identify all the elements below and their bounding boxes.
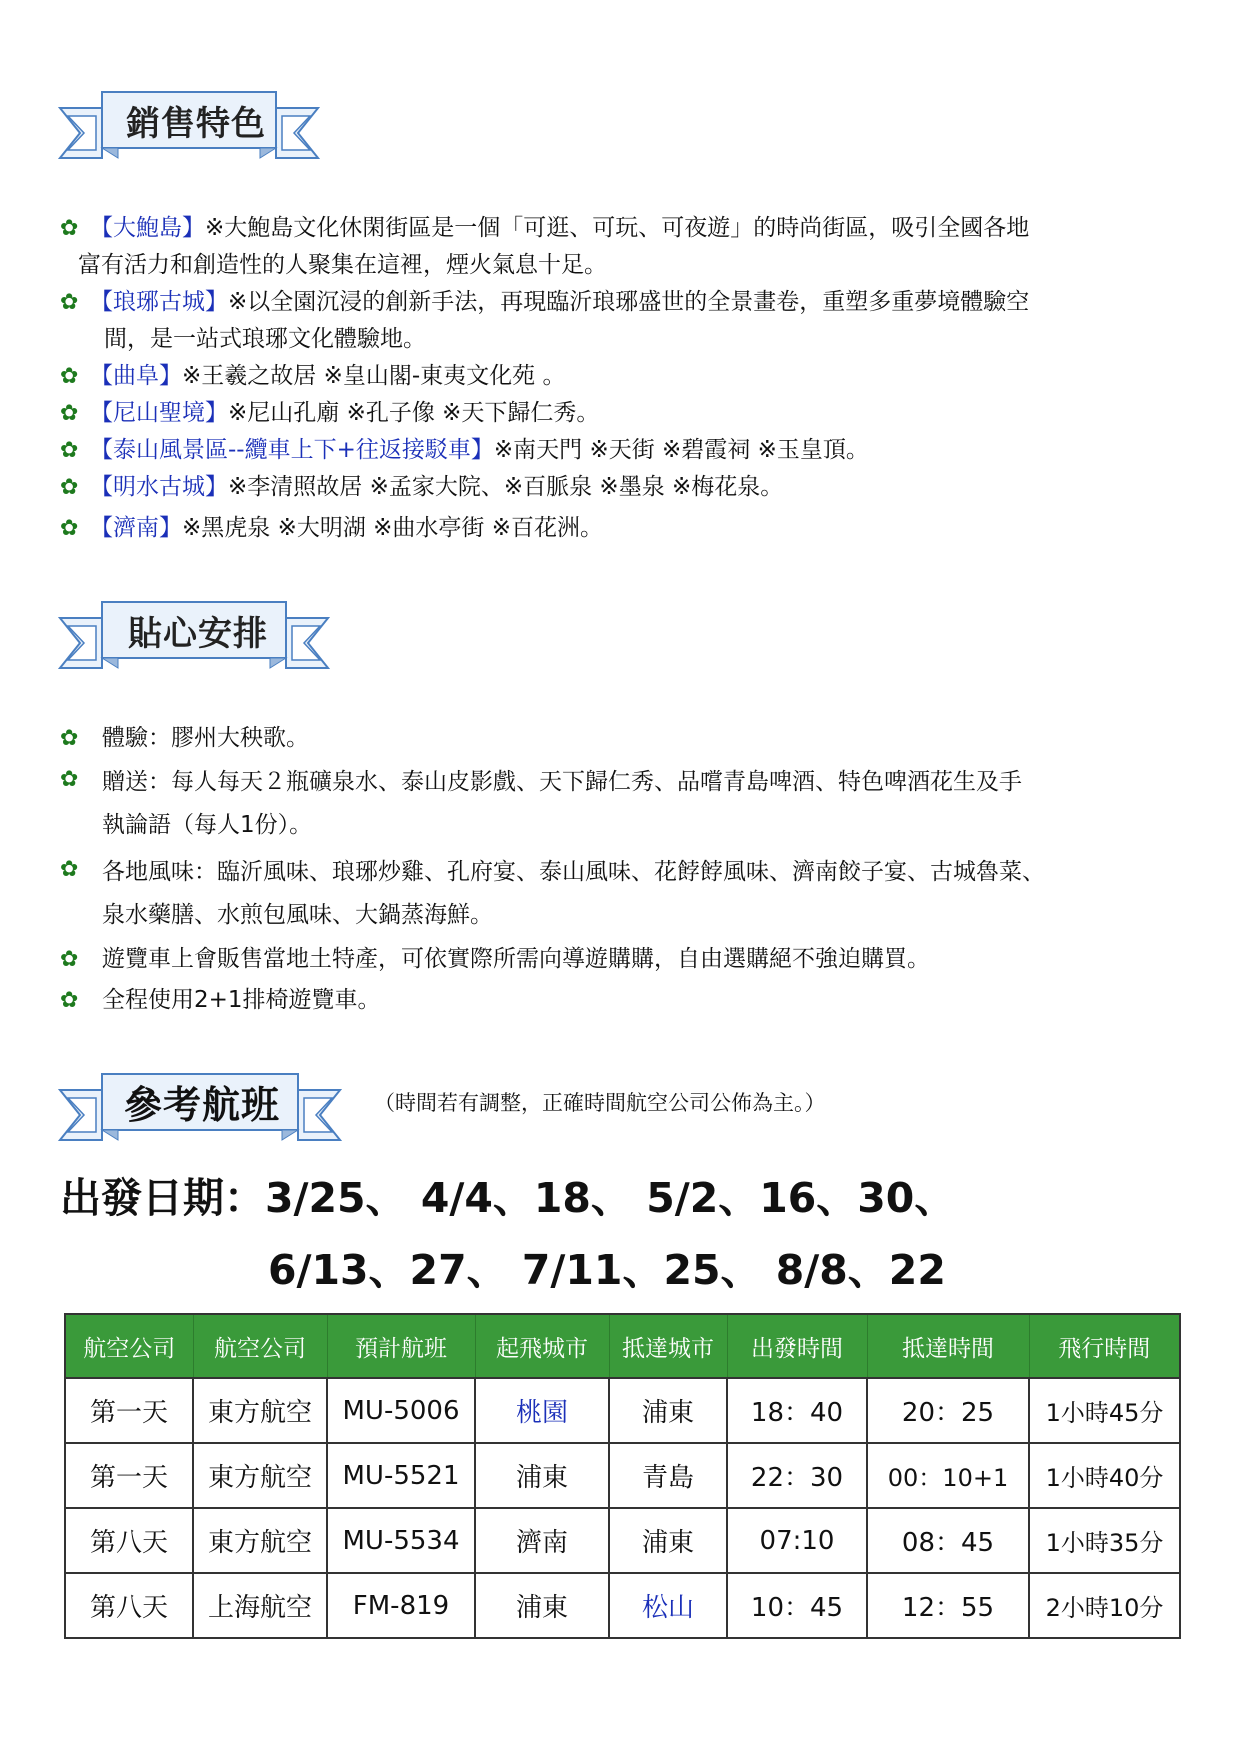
- table-cell: 00：10+1: [867, 1443, 1029, 1508]
- column-header: 抵達城市: [609, 1314, 727, 1378]
- table-cell: MU-5006: [327, 1378, 475, 1443]
- flower-bullet-icon: ✿: [60, 767, 79, 792]
- table-cell: 浦東: [475, 1443, 609, 1508]
- list-item: ✿ 【濟南】※黑虎泉 ※大明湖 ※曲水亭街 ※百花洲。: [58, 510, 1198, 547]
- table-cell: 08：45: [867, 1508, 1029, 1573]
- table-row: [65, 1508, 1180, 1573]
- flower-bullet-icon: ✿: [60, 290, 79, 315]
- table-cell: 10：45: [727, 1573, 867, 1638]
- table-cell: 1小時40分: [1029, 1443, 1180, 1508]
- flower-bullet-icon: ✿: [60, 988, 79, 1013]
- table-cell: 東方航空: [193, 1508, 327, 1573]
- table-cell: 1小時45分: [1029, 1378, 1180, 1443]
- table-cell: 2小時10分: [1029, 1573, 1180, 1638]
- table-cell: 07:10: [727, 1508, 867, 1573]
- departure-dates-line1: 出發日期：3/25、 4/4、18、 5/2、16、30、: [60, 1174, 956, 1222]
- table-cell: 浦東: [609, 1508, 727, 1573]
- section-title-features: 銷售特色: [126, 104, 266, 144]
- column-header: 抵達時間: [867, 1314, 1029, 1378]
- departure-dates-line2: 6/13、27、 7/11、25、 8/8、22: [268, 1246, 946, 1294]
- table-cell: 20：25: [867, 1378, 1029, 1443]
- section-ribbon-flights: [58, 1068, 342, 1148]
- table-cell: 上海航空: [193, 1573, 327, 1638]
- table-cell: 浦東: [475, 1573, 609, 1638]
- list-item: ✿ 體驗：膠州大秧歌。: [58, 720, 1198, 757]
- table-row: [65, 1573, 1180, 1638]
- table-cell: 12：55: [867, 1573, 1029, 1638]
- table-cell: 第一天: [65, 1443, 193, 1508]
- list-item: ✿ 【尼山聖境】※尼山孔廟 ※孔子像 ※天下歸仁秀。: [58, 395, 1198, 432]
- list-item: ✿ 各地風味：臨沂風味、琅琊炒雞、孔府宴、泰山風味、花餑餑風味、濟南餃子宴、古城魯菜、 泉水藥膳、水煎包風味、大鍋蒸海鮮。: [58, 851, 1198, 937]
- table-cell: 桃園: [475, 1378, 609, 1443]
- flower-bullet-icon: ✿: [60, 475, 79, 500]
- table-cell: 東方航空: [193, 1443, 327, 1508]
- table-cell: 18：40: [727, 1378, 867, 1443]
- table-cell: 松山: [609, 1573, 727, 1638]
- column-header: 起飛城市: [475, 1314, 609, 1378]
- list-item: ✿ 【曲阜】※王羲之故居 ※皇山閣-東夷文化苑 。: [58, 358, 1198, 395]
- table-cell: 第一天: [65, 1378, 193, 1443]
- section-title-flights: 參考航班: [124, 1083, 281, 1127]
- table-cell: 第八天: [65, 1508, 193, 1573]
- table-cell: 第八天: [65, 1573, 193, 1638]
- table-cell: 1小時35分: [1029, 1508, 1180, 1573]
- flights-table: [64, 1313, 1181, 1639]
- flower-bullet-icon: ✿: [60, 438, 79, 463]
- flower-bullet-icon: ✿: [60, 216, 79, 241]
- column-header: 飛行時間: [1029, 1314, 1180, 1378]
- flower-bullet-icon: ✿: [60, 401, 79, 426]
- list-item: ✿ 贈送：每人每天２瓶礦泉水、泰山皮影戲、天下歸仁秀、品嚐青島啤酒、特色啤酒花生及手 執論語（每人1份）。: [58, 761, 1198, 847]
- column-header: 航空公司: [193, 1314, 327, 1378]
- list-item: ✿ 遊覽車上會販售當地土特產，可依實際所需向導遊購購，自由選購絕不強迫購買。: [58, 941, 1198, 978]
- list-item: ✿ 【琅琊古城】※以全園沉浸的創新手法，再現臨沂琅琊盛世的全景畫卷，重塑多重夢境體驗空 間，是一站式琅琊文化體驗地。: [58, 284, 1198, 358]
- list-item: ✿ 全程使用2+1排椅遊覽車。: [58, 982, 1198, 1019]
- table-header-row: [65, 1314, 1180, 1378]
- section-ribbon-features: [58, 86, 320, 166]
- flower-bullet-icon: ✿: [60, 364, 79, 389]
- table-cell: 22：30: [727, 1443, 867, 1508]
- column-header: 出發時間: [727, 1314, 867, 1378]
- table-cell: 青島: [609, 1443, 727, 1508]
- list-item: ✿ 【明水古城】※李清照故居 ※孟家大院、※百脈泉 ※墨泉 ※梅花泉。: [58, 469, 1198, 506]
- flower-bullet-icon: ✿: [60, 516, 79, 541]
- flights-note: （時間若有調整，正確時間航空公司公佈為主。）: [374, 1091, 826, 1115]
- table-cell: FM-819: [327, 1573, 475, 1638]
- arrangements-list: [58, 720, 1198, 1019]
- section-ribbon-arrangements: [58, 596, 330, 676]
- table-row: [65, 1378, 1180, 1443]
- flower-bullet-icon: ✿: [60, 857, 79, 882]
- table-cell: 濟南: [475, 1508, 609, 1573]
- flower-bullet-icon: ✿: [60, 726, 79, 751]
- table-cell: 浦東: [609, 1378, 727, 1443]
- flower-bullet-icon: ✿: [60, 947, 79, 972]
- table-cell: MU-5521: [327, 1443, 475, 1508]
- section-title-arrangements: 貼心安排: [128, 614, 268, 654]
- column-header: 航空公司: [65, 1314, 193, 1378]
- table-cell: MU-5534: [327, 1508, 475, 1573]
- list-item: ✿ 【大鮑島】※大鮑島文化休閑街區是一個「可逛、可玩、可夜遊」的時尚街區，吸引全國各地 富有活力和創造性的人聚集在這裡，煙火氣息十足。: [58, 210, 1198, 284]
- features-list: [58, 210, 1198, 547]
- list-item: ✿ 【泰山風景區--纜車上下+往返接駁車】※南天門 ※天街 ※碧霞祠 ※玉皇頂。: [58, 432, 1198, 469]
- table-cell: 東方航空: [193, 1378, 327, 1443]
- table-row: [65, 1443, 1180, 1508]
- column-header: 預計航班: [327, 1314, 475, 1378]
